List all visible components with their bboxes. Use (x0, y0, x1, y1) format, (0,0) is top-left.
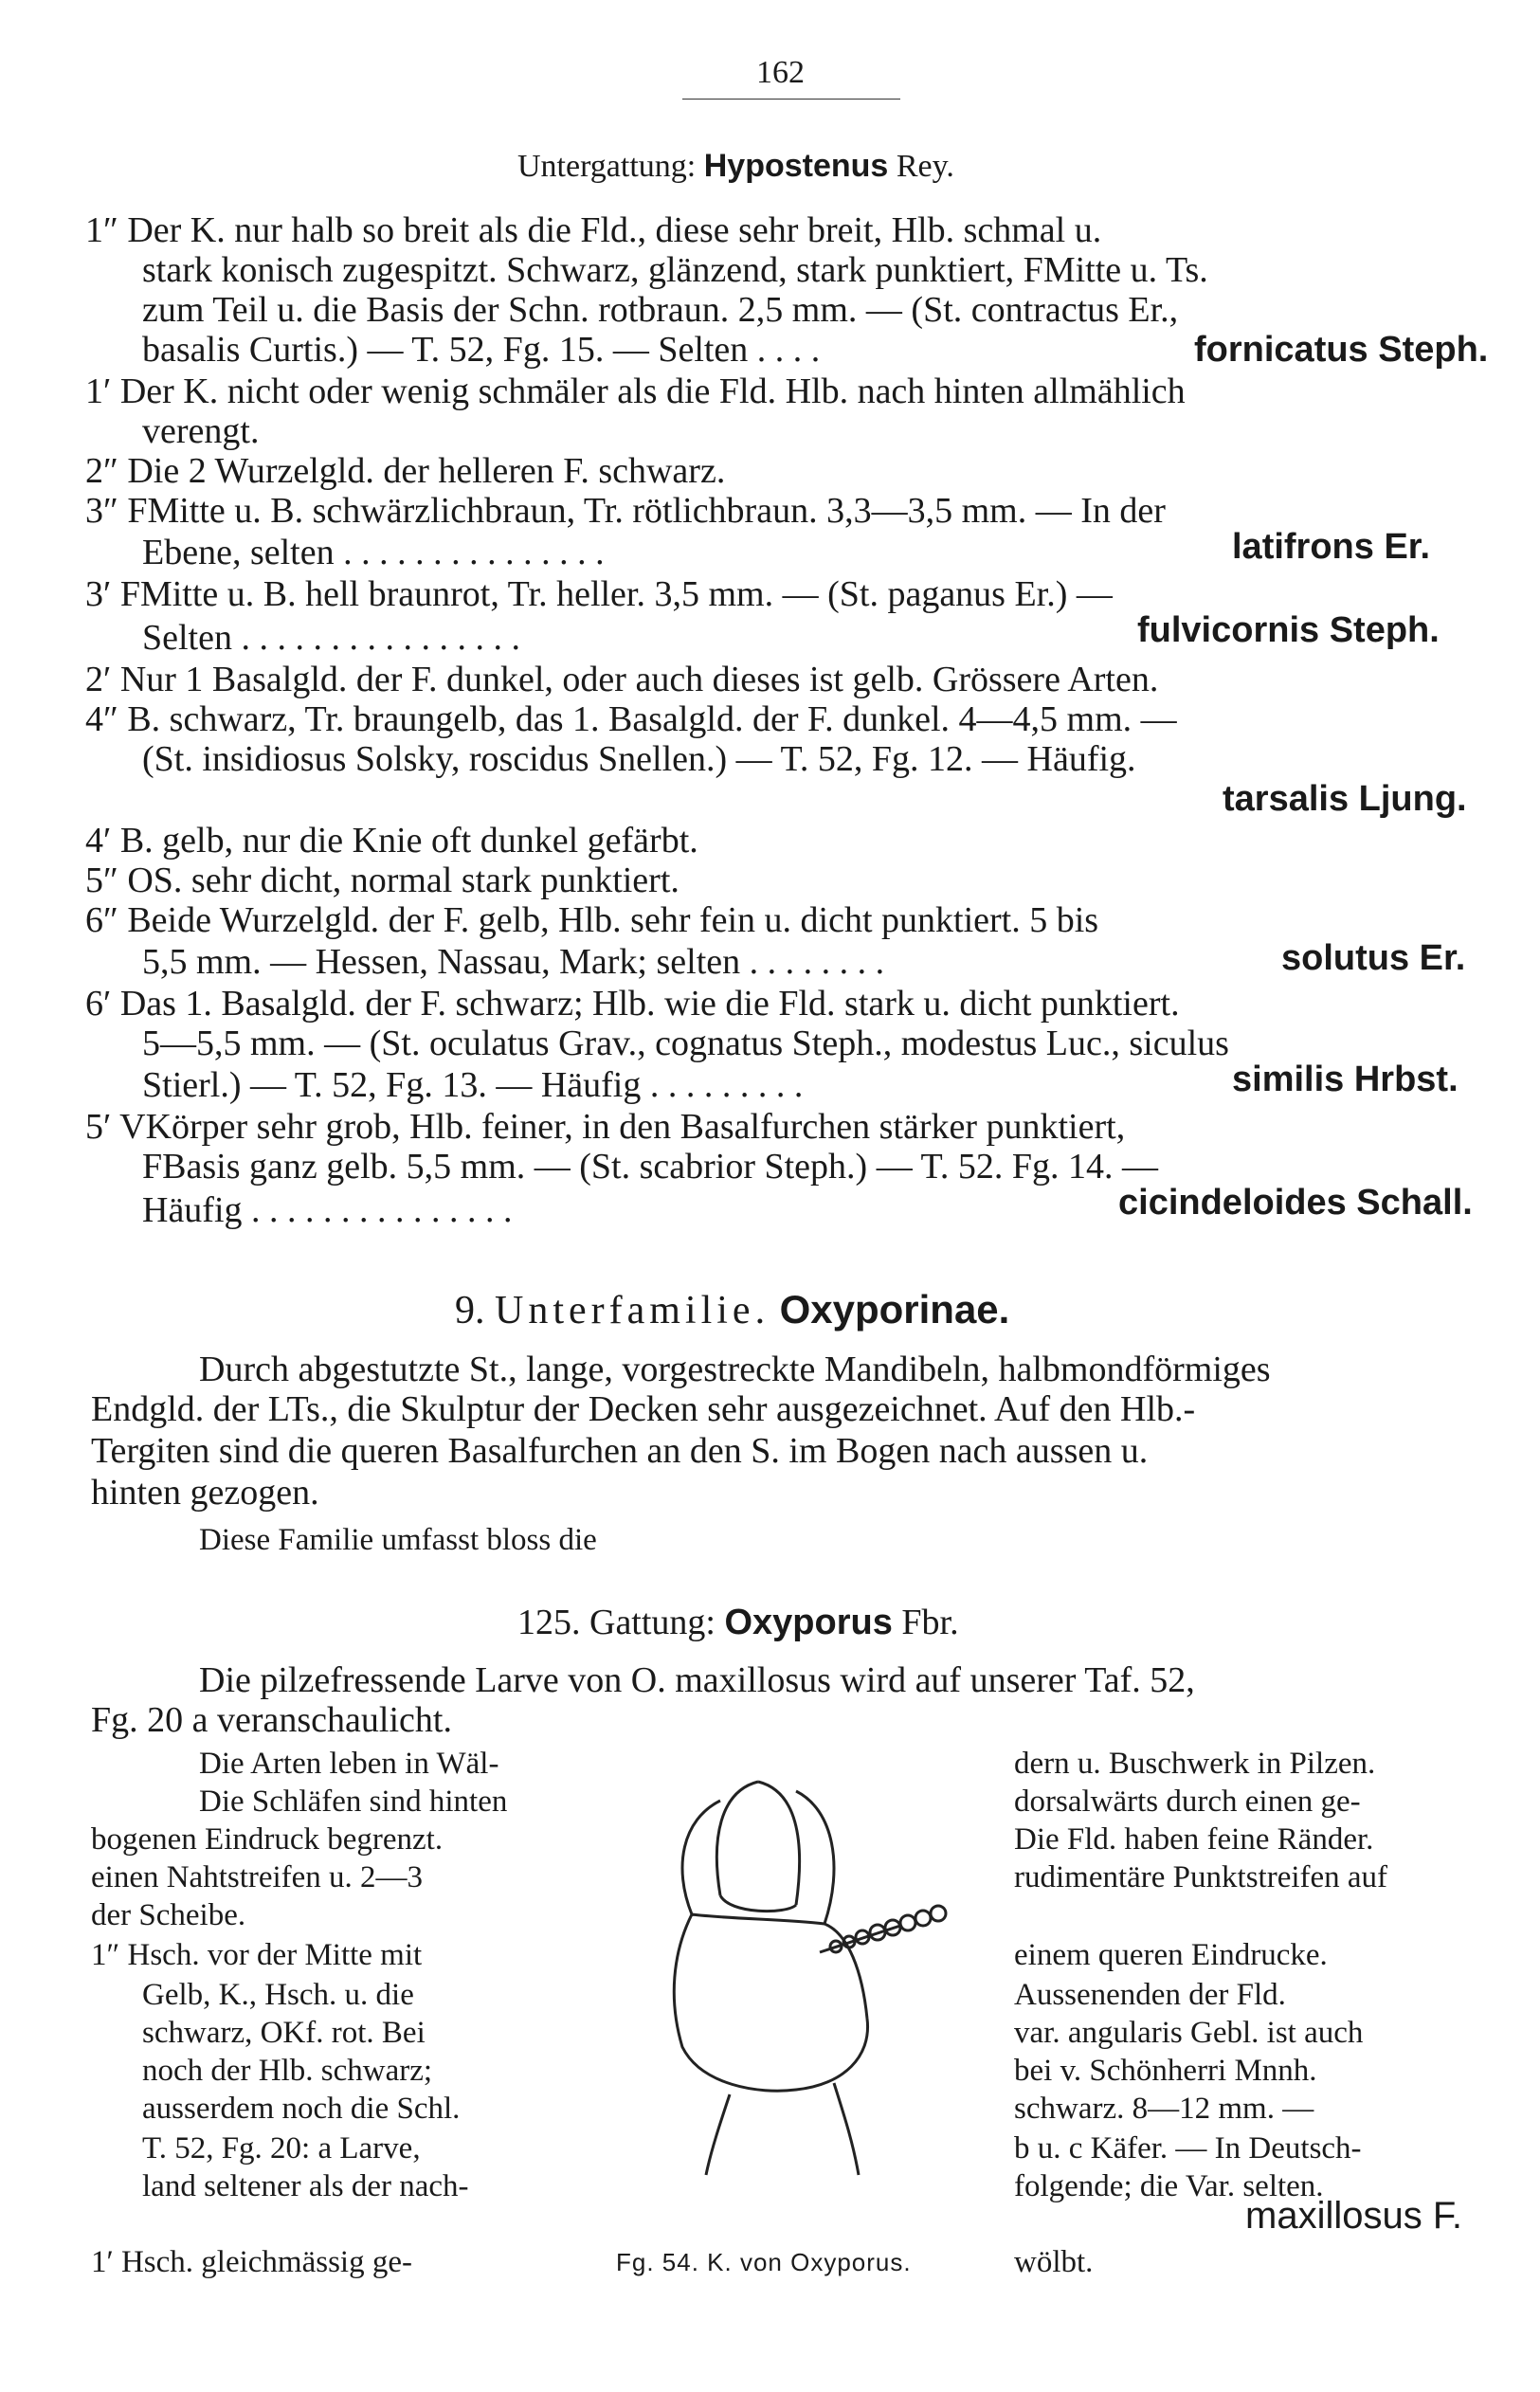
key-line: Stierl.) — T. 52, Fg. 13. — Häufig . . . . . . . . . (142, 1065, 804, 1105)
subfamily-heading (455, 1287, 1009, 1333)
right-column-line: Die Fld. haben feine Ränder. (1014, 1822, 1374, 1857)
figure-caption: Fg. 54. K. von Oxyporus. (616, 2248, 912, 2276)
left-column-line: 1″ Hsch. vor der Mitte mit (91, 1938, 423, 1972)
subfamily-text-line: Endgld. der LTs., die Skulptur der Decken sehr ausgezeichnet. Auf den Hlb.- (91, 1389, 1196, 1429)
species-name: latifrons Er. (1232, 527, 1431, 567)
left-column-line: land seltener als der nach- (142, 2169, 469, 2203)
genus-author: Fbr. (901, 1603, 959, 1642)
subfamily-name: Oxyporinae. (779, 1287, 1010, 1332)
species-name: fulvicornis Steph. (1137, 610, 1440, 650)
key-line: 5″ OS. sehr dicht, normal stark punktiert. (85, 861, 679, 900)
header-rule (682, 99, 900, 100)
left-column-line: schwarz, OKf. rot. Bei (142, 2016, 426, 2050)
key-line: Selten . . . . . . . . . . . . . . . . (142, 618, 520, 658)
genus-number: 125. (517, 1603, 581, 1642)
key-line: 1″ Der K. nur halb so breit als die Fld., diese sehr breit, Hlb. schmal u. (85, 210, 1102, 250)
subfamily-number: 9. (455, 1289, 485, 1332)
left-column-line: ausserdem noch die Schl. (142, 2092, 461, 2126)
subfamily-text-line: Diese Familie umfasst bloss die (199, 1523, 597, 1557)
left-column-line: Die Arten leben in Wäl- (199, 1747, 499, 1781)
key-line: (St. insidiosus Solsky, roscidus Snellen.) — T. 52, Fg. 12. — Häufig. (142, 739, 1136, 779)
right-column-line: rudimentäre Punktstreifen auf (1014, 1860, 1388, 1894)
key-line: 6″ Beide Wurzelgld. der F. gelb, Hlb. sehr fein u. dicht punktiert. 5 bis (85, 900, 1099, 940)
species-name: cicindeloides Schall. (1118, 1183, 1473, 1223)
key-line: 4′ B. gelb, nur die Knie oft dunkel gefärbt. (85, 821, 698, 861)
key-line: Häufig . . . . . . . . . . . . . . . (142, 1190, 513, 1230)
key-line: 2″ Die 2 Wurzelgld. der helleren F. schwarz. (85, 451, 726, 491)
left-column-line: Die Schläfen sind hinten (199, 1785, 508, 1819)
key-line: 5′ VKörper sehr grob, Hlb. feiner, in den Basalfurchen stärker punktiert, (85, 1107, 1126, 1147)
key-line: 2′ Nur 1 Basalgld. der F. dunkel, oder auch dieses ist gelb. Grössere Arten. (85, 660, 1159, 699)
subgenus-heading (517, 148, 954, 185)
species-name: similis Hrbst. (1232, 1060, 1458, 1099)
right-column-line: Aussenenden der Fld. (1014, 1978, 1286, 2012)
subfamily-text-line: Durch abgestutzte St., lange, vorgestreckte Mandibeln, halbmondförmiges (199, 1350, 1271, 1389)
genus-text-line: Fg. 20 a veranschaulicht. (91, 1700, 452, 1740)
subfamily-text-line: Tergiten sind die queren Basalfurchen an den S. im Bogen nach aussen u. (91, 1431, 1149, 1471)
key-line: 1′ Der K. nicht oder wenig schmäler als die Fld. Hlb. nach hinten allmählich (85, 371, 1186, 411)
genus-name: Oxyporus (724, 1603, 893, 1642)
genus-heading (517, 1602, 959, 1643)
key-line: verengt. (142, 411, 260, 451)
key-line: stark konisch zugespitzt. Schwarz, glänzend, stark punktiert, FMitte u. Ts. (142, 250, 1208, 290)
right-column-line: b u. c Käfer. — In Deutsch- (1014, 2131, 1362, 2165)
key-line: 6′ Das 1. Basalgld. der F. schwarz; Hlb. wie die Fld. stark u. dicht punktiert. (85, 984, 1180, 1024)
right-column-line: dern u. Buschwerk in Pilzen. (1014, 1747, 1376, 1781)
subgenus-author: Rey. (896, 149, 954, 184)
key-line: 3″ FMitte u. B. schwärzlichbraun, Tr. rötlichbraun. 3,3—3,5 mm. — In der (85, 491, 1166, 531)
left-column-line: einen Nahtstreifen u. 2—3 (91, 1860, 424, 1894)
key-line: 5—5,5 mm. — (St. oculatus Grav., cognatus Steph., modestus Luc., siculus (142, 1024, 1229, 1063)
right-column-line: schwarz. 8—12 mm. — (1014, 2092, 1314, 2126)
right-column-line: einem queren Eindrucke. (1014, 1938, 1328, 1972)
species-name: solutus Er. (1281, 938, 1466, 978)
subfamily-label: Unterfamilie. (495, 1289, 770, 1332)
right-column-line: var. angularis Gebl. ist auch (1014, 2016, 1364, 2050)
genus-label: Gattung: (589, 1603, 716, 1642)
subgenus-prefix: Untergattung: (517, 149, 697, 184)
key-line: 5,5 mm. — Hessen, Nassau, Mark; selten . . . . . . . . (142, 942, 885, 982)
left-column-line: Gelb, K., Hsch. u. die (142, 1978, 414, 2012)
key-line: FBasis ganz gelb. 5,5 mm. — (St. scabrior Steph.) — T. 52. Fg. 14. — (142, 1147, 1159, 1187)
right-column-line: dorsalwärts durch einen ge- (1014, 1785, 1361, 1819)
subgenus-name: Hypostenus (703, 148, 889, 184)
key-line: 3′ FMitte u. B. hell braunrot, Tr. heller. 3,5 mm. — (St. paganus Er.) — (85, 574, 1113, 614)
right-column-line: folgende; die Var. selten. (1014, 2169, 1324, 2203)
left-column-line: T. 52, Fg. 20: a Larve, (142, 2131, 421, 2165)
genus-text-line: Die pilzefressende Larve von O. maxillosus wird auf unserer Taf. 52, (199, 1660, 1195, 1700)
left-column-line: der Scheibe. (91, 1898, 246, 1932)
key-line: basalis Curtis.) — T. 52, Fg. 15. — Selten . . . . (142, 330, 821, 370)
key-line: Ebene, selten . . . . . . . . . . . . . . . (142, 533, 605, 572)
left-column-line: 1′ Hsch. gleichmässig ge- (91, 2245, 412, 2279)
right-column-line: bei v. Schönherri Mnnh. (1014, 2054, 1317, 2088)
subfamily-text-line: hinten gezogen. (91, 1473, 319, 1513)
page-number: 162 (756, 55, 805, 90)
key-line: 4″ B. schwarz, Tr. braungelb, das 1. Basalgld. der F. dunkel. 4—4,5 mm. — (85, 699, 1177, 739)
right-column-line: wölbt. (1014, 2245, 1094, 2279)
oxyporus-head-figure (616, 1763, 995, 2180)
species-name: fornicatus Steph. (1194, 330, 1489, 370)
species-name: maxillosus F. (1245, 2195, 1462, 2237)
species-name: tarsalis Ljung. (1223, 779, 1467, 819)
left-column-line: bogenen Eindruck begrenzt. (91, 1822, 444, 1857)
left-column-line: noch der Hlb. schwarz; (142, 2054, 433, 2088)
key-line: zum Teil u. die Basis der Schn. rotbraun. 2,5 mm. — (St. contractus Er., (142, 290, 1179, 330)
